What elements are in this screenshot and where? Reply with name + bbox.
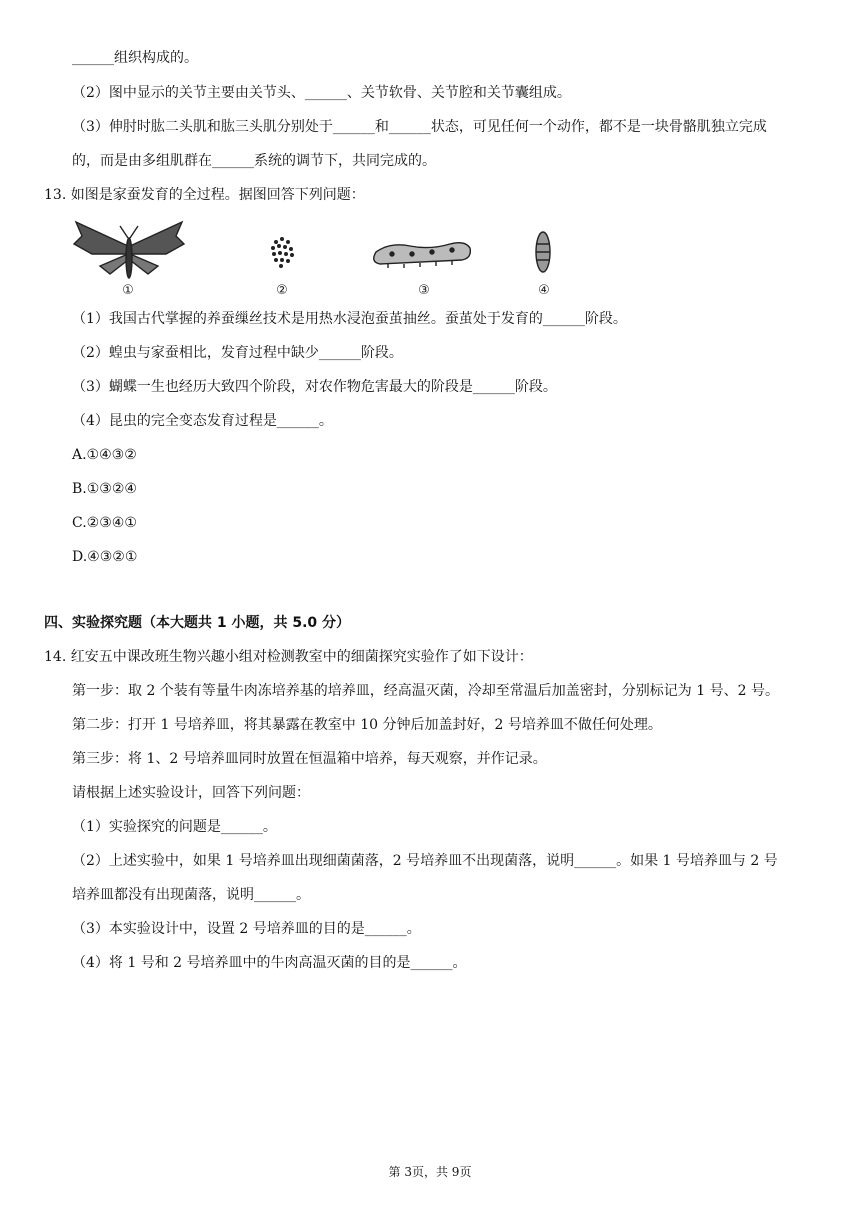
q14-sub3: （3）本实验设计中，设置 2 号培养皿的目的是______。 [72, 921, 421, 937]
q13-stem: 13. 如图是家蚕发育的全过程。据图回答下列问题： [44, 187, 365, 203]
page-footer: 第 3页，共 9页 [388, 1165, 472, 1179]
q14-sub4: （4）将 1 号和 2 号培养皿中的牛肉高温灭菌的目的是______。 [72, 955, 467, 971]
figure-label-2: ② [276, 283, 288, 298]
option-c: C.②③④① [72, 515, 137, 531]
q12-continuation: ______组织构成的。 [72, 50, 198, 66]
q13-sub4: （4）昆虫的完全变态发育过程是______。 [72, 413, 333, 429]
q12-sub3-line2: 的，而是由多组肌群在______系统的调节下，共同完成的。 [72, 153, 436, 169]
q14-stem: 14. 红安五中课改班生物兴趣小组对检测教室中的细菌探究实验作了如下设计： [44, 649, 533, 665]
figure-label-3: ③ [418, 283, 430, 298]
q14-step2: 第二步：打开 1 号培养皿，将其暴露在教室中 10 分钟后加盖封好，2 号培养皿不做任何处理。 [72, 717, 662, 733]
option-b: B.①③②④ [72, 481, 137, 497]
option-d: D.④③②① [72, 549, 138, 565]
q14-step3: 第三步：将 1、2 号培养皿同时放置在恒温箱中培养，每天观察，并作记录。 [72, 751, 547, 767]
eggs-drawing [271, 237, 294, 268]
q14-step1: 第一步：取 2 个装有等量牛肉冻培养基的培养皿，经高温灭菌，冷却至常温后加盖密封，分别标记为 1 号、2 号。 [72, 683, 779, 699]
q13-sub1: （1）我国古代掌握的养蚕缫丝技术是用热水浸泡蚕茧抽丝。蚕茧处于发育的______阶段。 [72, 311, 627, 327]
larva-drawing [374, 243, 471, 268]
q13-sub2: （2）蝗虫与家蚕相比，发育过程中缺少______阶段。 [72, 345, 403, 361]
q14-sub1: （1）实验探究的问题是______。 [72, 819, 277, 835]
q14-intro: 请根据上述实验设计，回答下列问题： [72, 785, 310, 801]
q12-sub2: （2）图中显示的关节主要由关节头、______、关节软骨、关节腔和关节囊组成。 [72, 85, 571, 101]
q14-sub2-line2: 培养皿都没有出现菌落，说明______。 [72, 887, 310, 903]
pupa-drawing [536, 232, 550, 272]
section-heading: 四、实验探究题（本大题共 1 小题，共 5.0 分） [44, 615, 351, 631]
q13-sub3: （3）蝴蝶一生也经历大致四个阶段，对农作物危害最大的阶段是______阶段。 [72, 379, 557, 395]
figure-label-1: ① [122, 283, 134, 298]
q14-sub2-line1: （2）上述实验中，如果 1 号培养皿出现细菌菌落，2 号培养皿不出现菌落，说明______。如果 1 号培养皿与 2 号 [72, 853, 778, 869]
figure-label-4: ④ [538, 283, 550, 298]
option-a: A.①④③② [72, 447, 137, 463]
moth-drawing [74, 222, 184, 278]
silkworm-lifecycle-figure [70, 214, 590, 300]
q12-sub3-line1: （3）伸肘时肱二头肌和肱三头肌分别处于______和______状态，可见任何一个动作，都不是一块骨骼肌独立完成 [72, 119, 767, 135]
